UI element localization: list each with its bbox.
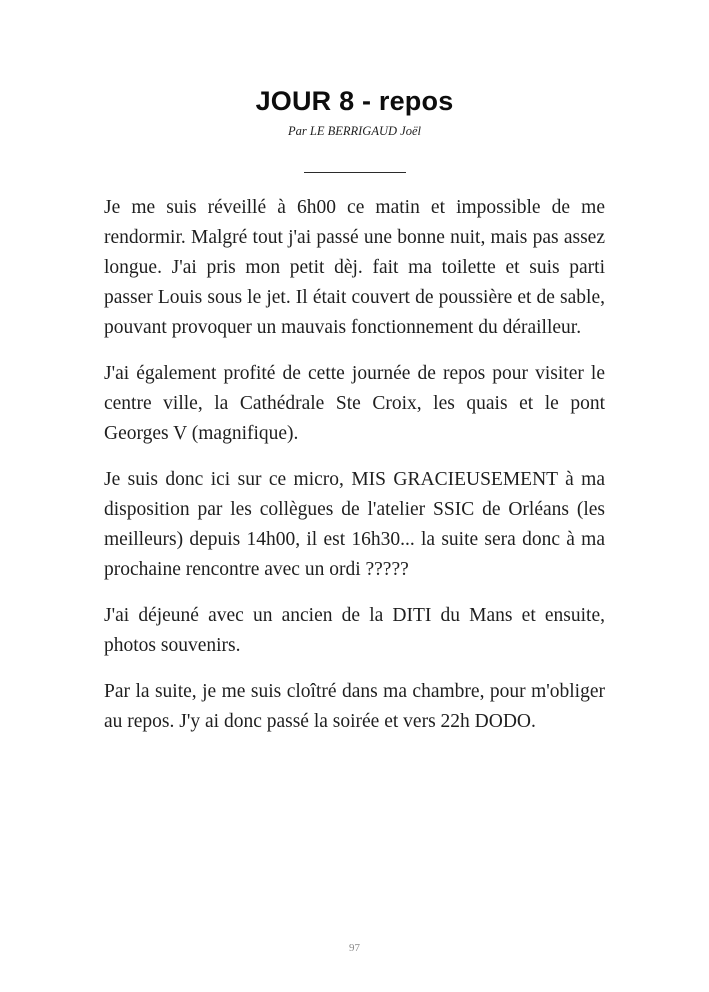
paragraph-5: Par la suite, je me suis cloîtré dans ma chambre, pour m'obliger au repos. J'y ai donc passé la soirée et vers 22h DODO. [104,681,605,732]
paragraph-2: J'ai également profité de cette journée de repos pour visiter le centre ville, la Cathédrale Ste Croix, les quais et le pont Georges V (magnifique). [104,363,605,444]
paragraph-1: Je me suis réveillé à 6h00 ce matin et impossible de me rendormir. Malgré tout j'ai passé une bonne nuit, mais pas assez longue. J'ai pris mon petit dèj. fait ma toilette et suis parti passer Louis sous le jet. Il était couvert de poussière et de sable, pouvant provoquer un mauvais fonctionnement du dérailleur. [104,197,605,338]
document-body [104,193,605,737]
page-number: 97 [349,942,360,954]
paragraph-4: J'ai déjeuné avec un ancien de la DITI du Mans et ensuite, photos souvenirs. [104,605,605,656]
page-title: JOUR 8 - repos [255,86,454,116]
section-divider [304,172,406,173]
paragraph-3: Je suis donc ici sur ce micro, MIS GRACIEUSEMENT à ma disposition par les collègues de l'atelier SSIC de Orléans (les meilleurs) depuis 14h00, il est 16h30... la suite sera donc à ma prochaine rencontre avec un ordi ????? [104,469,605,580]
byline: Par LE BERRIGAUD Joël [288,124,421,138]
